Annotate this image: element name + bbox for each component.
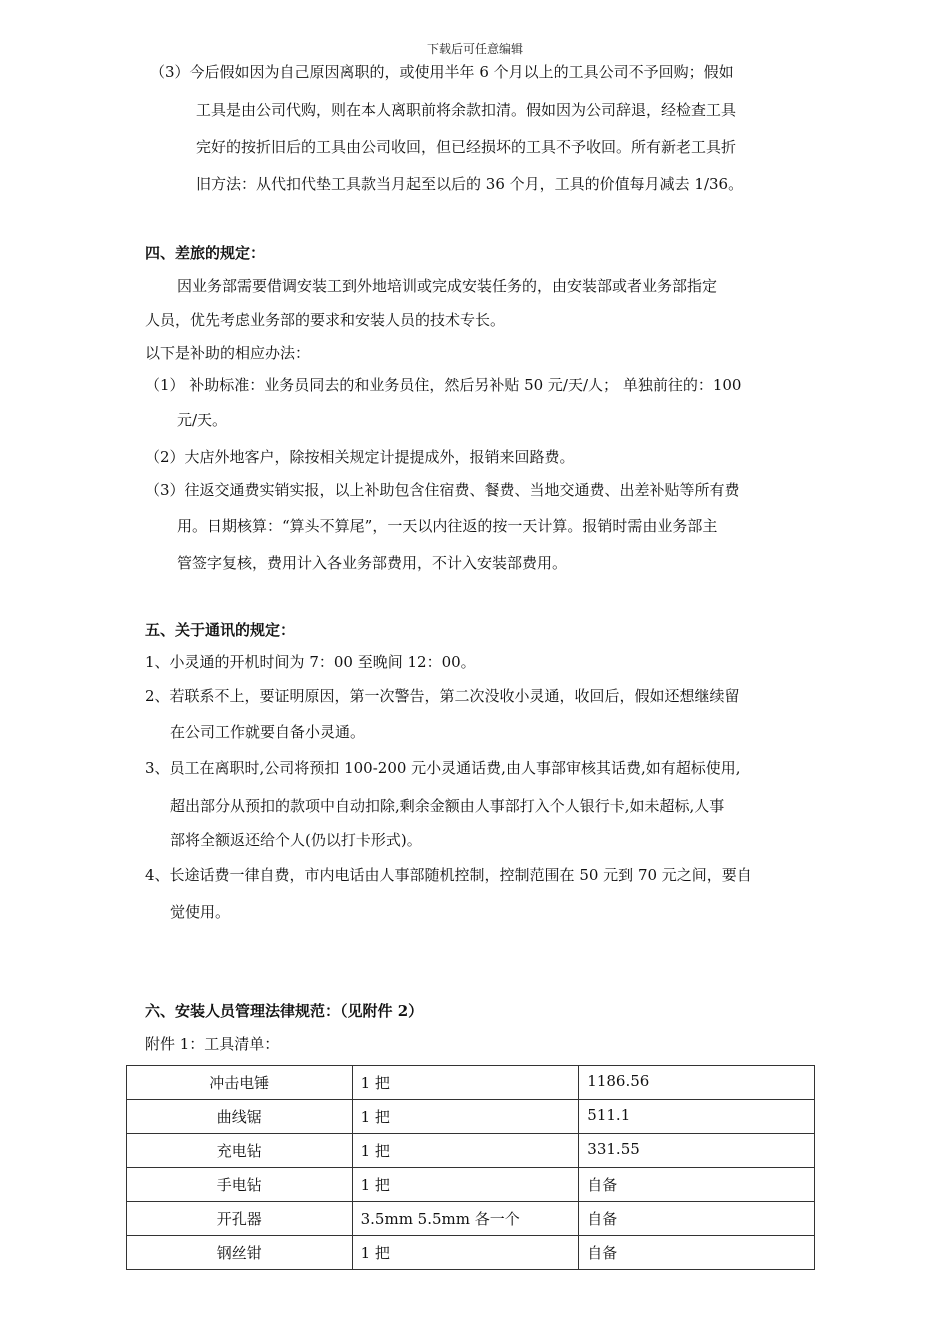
tool-quantity: 1 把 xyxy=(352,1134,579,1168)
tool-quantity: 1 把 xyxy=(352,1236,579,1270)
table-row xyxy=(127,1236,815,1270)
tool-price: 自备 xyxy=(579,1202,815,1236)
tool-name: 充电钻 xyxy=(127,1134,353,1168)
list-item: （2）大店外地客户，除按相关规定计提提成外，报销来回路费。 xyxy=(145,448,575,466)
table-row xyxy=(127,1134,815,1168)
paragraph-line: （3）今后假如因为自己原因离职的，或使用半年 6 个月以上的工具公司不予回购；假如 xyxy=(150,63,734,81)
list-item: 4、长途话费一律自费，市内电话由人事部随机控制，控制范围在 50 元到 70 元之间，要自 xyxy=(145,866,752,884)
list-item: 在公司工作就要自备小灵通。 xyxy=(170,723,366,741)
list-item: 2、若联系不上，要证明原因，第一次警告，第二次没收小灵通，收回后，假如还想继续留 xyxy=(145,687,740,705)
tool-name: 手电钻 xyxy=(127,1168,353,1202)
section-heading: 四、差旅的规定： xyxy=(145,244,266,262)
table-row xyxy=(127,1100,815,1134)
list-item: 超出部分从预扣的款项中自动扣除,剩余金额由人事部打入个人银行卡,如未超标,人事 xyxy=(170,797,725,815)
tool-quantity: 3.5mm 5.5mm 各一个 xyxy=(352,1202,579,1236)
list-item: （1） 补助标准：业务员同去的和业务员住，然后另补贴 50 元/天/人； 单独前往的：100 xyxy=(145,376,742,394)
paragraph-line: 人员，优先考虑业务部的要求和安装人员的技术专长。 xyxy=(145,311,506,329)
list-item: 觉使用。 xyxy=(170,903,231,921)
tool-name: 冲击电锤 xyxy=(127,1066,353,1100)
list-item: 1、小灵通的开机时间为 7：00 至晚间 12：00。 xyxy=(145,653,476,671)
list-item: 元/天。 xyxy=(177,411,228,429)
attachment-label: 附件 1：工具清单： xyxy=(145,1035,280,1053)
tools-table xyxy=(126,1065,815,1270)
list-item: 3、员工在离职时,公司将预扣 100-200 元小灵通话费,由人事部审核其话费,如有超标使用, xyxy=(145,759,741,777)
tool-price: 1186.56 xyxy=(579,1066,815,1100)
paragraph-line: 工具是由公司代购，则在本人离职前将余款扣清。假如因为公司辞退，经检查工具 xyxy=(196,101,737,119)
tool-price: 自备 xyxy=(579,1168,815,1202)
tool-quantity: 1 把 xyxy=(352,1066,579,1100)
tool-price: 511.1 xyxy=(579,1100,815,1134)
list-item: 部将全额返还给个人(仍以打卡形式)。 xyxy=(170,831,422,849)
section-heading: 五、关于通讯的规定： xyxy=(145,621,296,639)
table-row xyxy=(127,1066,815,1100)
tool-name: 钢丝钳 xyxy=(127,1236,353,1270)
page-header: 下载后可任意编辑 xyxy=(426,42,523,56)
section-heading: 六、安装人员管理法律规范：（见附件 2） xyxy=(145,1002,424,1020)
table-row xyxy=(127,1202,815,1236)
paragraph-line: 完好的按折旧后的工具由公司收回，但已经损坏的工具不予收回。所有新老工具折 xyxy=(196,138,737,156)
list-item: 用。日期核算：“算头不算尾”，一天以内往返的按一天计算。报销时需由业务部主 xyxy=(177,517,718,535)
list-item: 管签字复核，费用计入各业务部费用，不计入安装部费用。 xyxy=(177,554,568,572)
paragraph-line: 以下是补助的相应办法： xyxy=(145,344,311,362)
paragraph-line: 因业务部需要借调安装工到外地培训或完成安装任务的，由安装部或者业务部指定 xyxy=(177,277,718,295)
tool-quantity: 1 把 xyxy=(352,1168,579,1202)
tool-name: 开孔器 xyxy=(127,1202,353,1236)
tool-price: 自备 xyxy=(579,1236,815,1270)
tool-name: 曲线锯 xyxy=(127,1100,353,1134)
list-item: （3）往返交通费实销实报，以上补助包含住宿费、餐费、当地交通费、出差补贴等所有费 xyxy=(145,481,740,499)
table-row xyxy=(127,1168,815,1202)
tool-quantity: 1 把 xyxy=(352,1100,579,1134)
tool-price: 331.55 xyxy=(579,1134,815,1168)
paragraph-line: 旧方法：从代扣代垫工具款当月起至以后的 36 个月，工具的价值每月减去 1/36。 xyxy=(196,175,744,193)
